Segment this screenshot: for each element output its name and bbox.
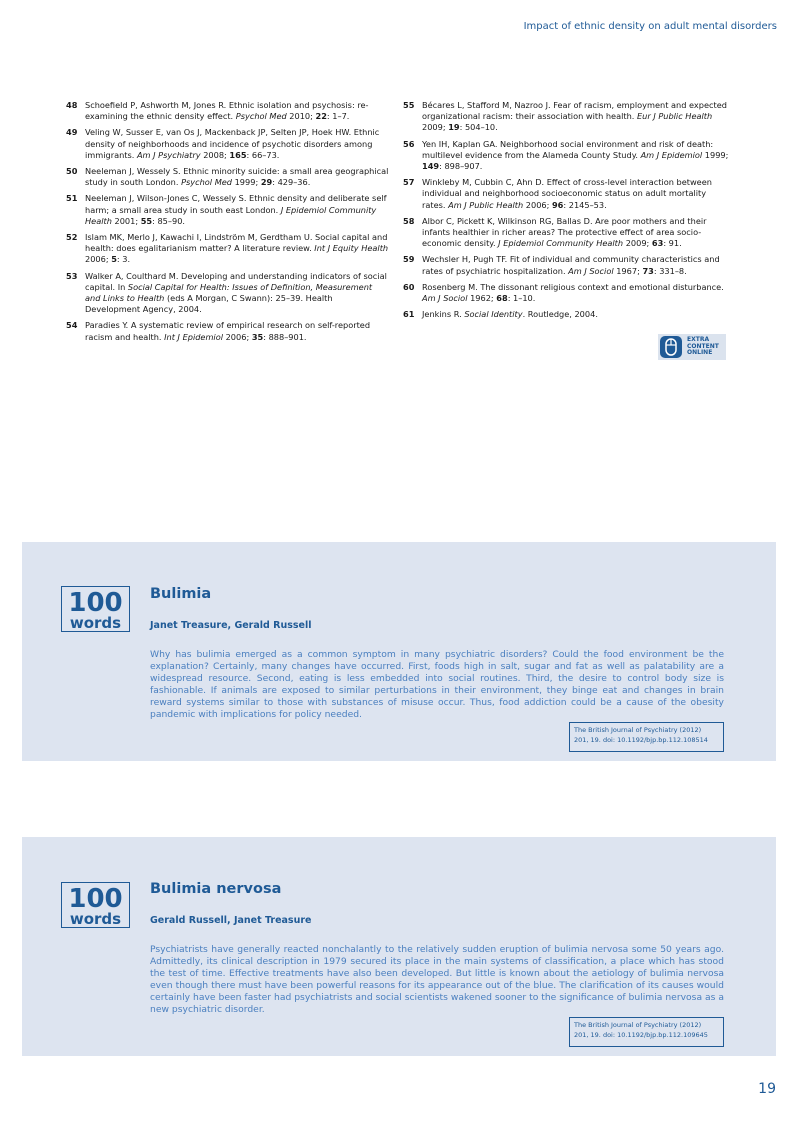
reference-text: Neeleman J, Wessely S. Ethnic minority suicide: a small area geographical study in south London. Psychol Med 1999; 29: 429–36. bbox=[85, 166, 389, 188]
reference-item bbox=[403, 177, 729, 211]
reference-number: 59 bbox=[403, 254, 415, 265]
reference-item bbox=[66, 271, 390, 316]
reference-text: Wechsler H, Pugh TF. Fit of individual and community characteristics and rates of psychiatric hospitalization. Am J Sociol 1967; 73: 331–8. bbox=[422, 254, 720, 276]
reference-number: 54 bbox=[66, 320, 78, 331]
panel-authors: Janet Treasure, Gerald Russell bbox=[150, 620, 312, 631]
reference-list-left bbox=[66, 100, 390, 348]
reference-item bbox=[66, 100, 390, 122]
reference-item bbox=[66, 320, 390, 342]
reference-item bbox=[66, 166, 390, 188]
reference-number: 56 bbox=[403, 138, 415, 149]
reference-item bbox=[403, 309, 729, 320]
reference-text: Paradies Y. A systematic review of empirical research on self-reported racism and health. Int J Epidemiol 2006; 35: 888–901. bbox=[85, 320, 371, 342]
reference-number: 49 bbox=[66, 127, 78, 138]
reference-number: 50 bbox=[66, 166, 78, 177]
panel-body: Psychiatrists have generally reacted nonchalantly to the relatively sudden eruption of bulimia nervosa some 50 years ago. Admittedly, its clinical description in 1979 secured its place in the main systems of classification, a place which has stood the test of time. Effective treatments have also been developed. But little is known about the aetiology of bulimia nervosa even though there must have been powerful reasons for its appearance out of the blue. The clarification of its causes would certainly have been faster had psychiatrists and social scientists wakened sooner to the significance of bulimia nervosa as a new psychiatric disorder. bbox=[150, 944, 724, 1016]
reference-text: Yen IH, Kaplan GA. Neighborhood social environment and risk of death: multilevel evidence from the Alameda County Study. Am J Epidemiol 1999; 149: 898–907. bbox=[422, 138, 729, 172]
reference-number: 51 bbox=[66, 193, 78, 204]
reference-text: Albor C, Pickett K, Wilkinson RG, Ballas D. Are poor mothers and their infants healthier in richer areas? The protective effect of area socio-economic density. J Epidemiol Community Health 2009; 63: 91. bbox=[422, 215, 707, 249]
reference-text: Bécares L, Stafford M, Nazroo J. Fear of racism, employment and expected organizational racism: their association with health. Eur J Public Health 2009; 19: 504–10. bbox=[422, 100, 727, 133]
reference-text: Rosenberg M. The dissonant religious context and emotional disturbance. Am J Sociol 1962; 68: 1–10. bbox=[422, 281, 724, 304]
page-number: 19 bbox=[758, 1081, 776, 1097]
reference-text: Veling W, Susser E, van Os J, Mackenback JP, Selten JP, Hoek HW. Ethnic density of neighborhoods and incidence of psychotic disorders among immigrants. Am J Psychiatry 2008; 165: 66–73. bbox=[85, 127, 380, 160]
hundred-words-badge: 100 words bbox=[61, 586, 130, 632]
reference-number: 48 bbox=[66, 100, 78, 110]
panel-citation: The British Journal of Psychiatry (2012) 201, 19. doi: 10.1192/bjp.bp.112.109645 bbox=[569, 1017, 724, 1047]
panel-authors: Gerald Russell, Janet Treasure bbox=[150, 915, 312, 926]
running-title: Impact of ethnic density on adult mental disorders bbox=[523, 21, 777, 32]
reference-text: Walker A, Coulthard M. Developing and understanding indicators of social capital. In Social Capital for Health: Issues of Definition, Measurement and Links to Health (eds A Morgan, C Swann): 25–39. Health Development Agency, 2004. bbox=[85, 270, 387, 315]
reference-text: Neeleman J, Wilson-Jones C, Wessely S. Ethnic density and deliberate self harm; a small area study in south east London. J Epidemiol Community Health 2001; 55: 85–90. bbox=[85, 193, 387, 226]
reference-text: Schoefield P, Ashworth M, Jones R. Ethnic isolation and psychosis: re-examining the ethnic density effect. Psychol Med 2010; 22: 1–7. bbox=[85, 100, 369, 122]
reference-item bbox=[403, 282, 729, 304]
panel-body: Why has bulimia emerged as a common symptom in many psychiatric disorders? Could the food environment be the explanation? Certainly, many changes have occurred. First, foods high in salt, sugar and fat as well as palatability are a widespread resource. Second, eating is less embedded into social routines. Third, the desire to control body size is fashionable. If animals are exposed to similar perturbations in their environment, they binge eat and changes in brain reward systems similar to those with substances of misuse occur. Thus, food addiction could be a cause of the obesity pandemic with implications for policy needed. bbox=[150, 649, 724, 721]
hundred-words-panel-bulimia bbox=[22, 542, 776, 761]
reference-text: Winkleby M, Cubbin C, Ahn D. Effect of cross-level interaction between individual and neighborhood socioeconomic status on adult mortality rates. Am J Public Health 2006; 96: 2145–53. bbox=[422, 177, 712, 210]
reference-number: 57 bbox=[403, 177, 415, 188]
reference-number: 53 bbox=[66, 270, 78, 281]
panel-title: Bulimia nervosa bbox=[150, 881, 282, 897]
reference-number: 60 bbox=[403, 281, 415, 292]
panel-citation: The British Journal of Psychiatry (2012) 201, 19. doi: 10.1192/bjp.bp.112.108514 bbox=[569, 722, 724, 752]
extra-content-online-badge[interactable] bbox=[658, 334, 726, 360]
reference-number: 52 bbox=[66, 232, 78, 243]
hundred-words-badge: 100 words bbox=[61, 882, 130, 928]
mouse-icon bbox=[660, 336, 682, 358]
reference-item bbox=[403, 139, 729, 173]
reference-item bbox=[403, 100, 729, 134]
reference-number: 61 bbox=[403, 309, 415, 320]
reference-number: 55 bbox=[403, 100, 415, 110]
extra-content-label: EXTRA CONTENT ONLINE bbox=[687, 336, 719, 357]
panel-title: Bulimia bbox=[150, 586, 212, 602]
reference-item bbox=[66, 232, 390, 266]
reference-number: 58 bbox=[403, 215, 415, 226]
hundred-words-panel-bulimia-nervosa bbox=[22, 837, 776, 1056]
reference-item bbox=[403, 216, 729, 250]
reference-text: Jenkins R. Social Identity. Routledge, 2004. bbox=[422, 309, 598, 320]
reference-item bbox=[66, 193, 390, 227]
reference-list-right bbox=[403, 100, 729, 325]
reference-text: Islam MK, Merlo J, Kawachi I, Lindström M, Gerdtham U. Social capital and health: does egalitarianism matter? A literature review. Int J Equity Health 2006; 5: 3. bbox=[85, 232, 389, 265]
reference-item bbox=[66, 127, 390, 161]
reference-item bbox=[403, 254, 729, 276]
